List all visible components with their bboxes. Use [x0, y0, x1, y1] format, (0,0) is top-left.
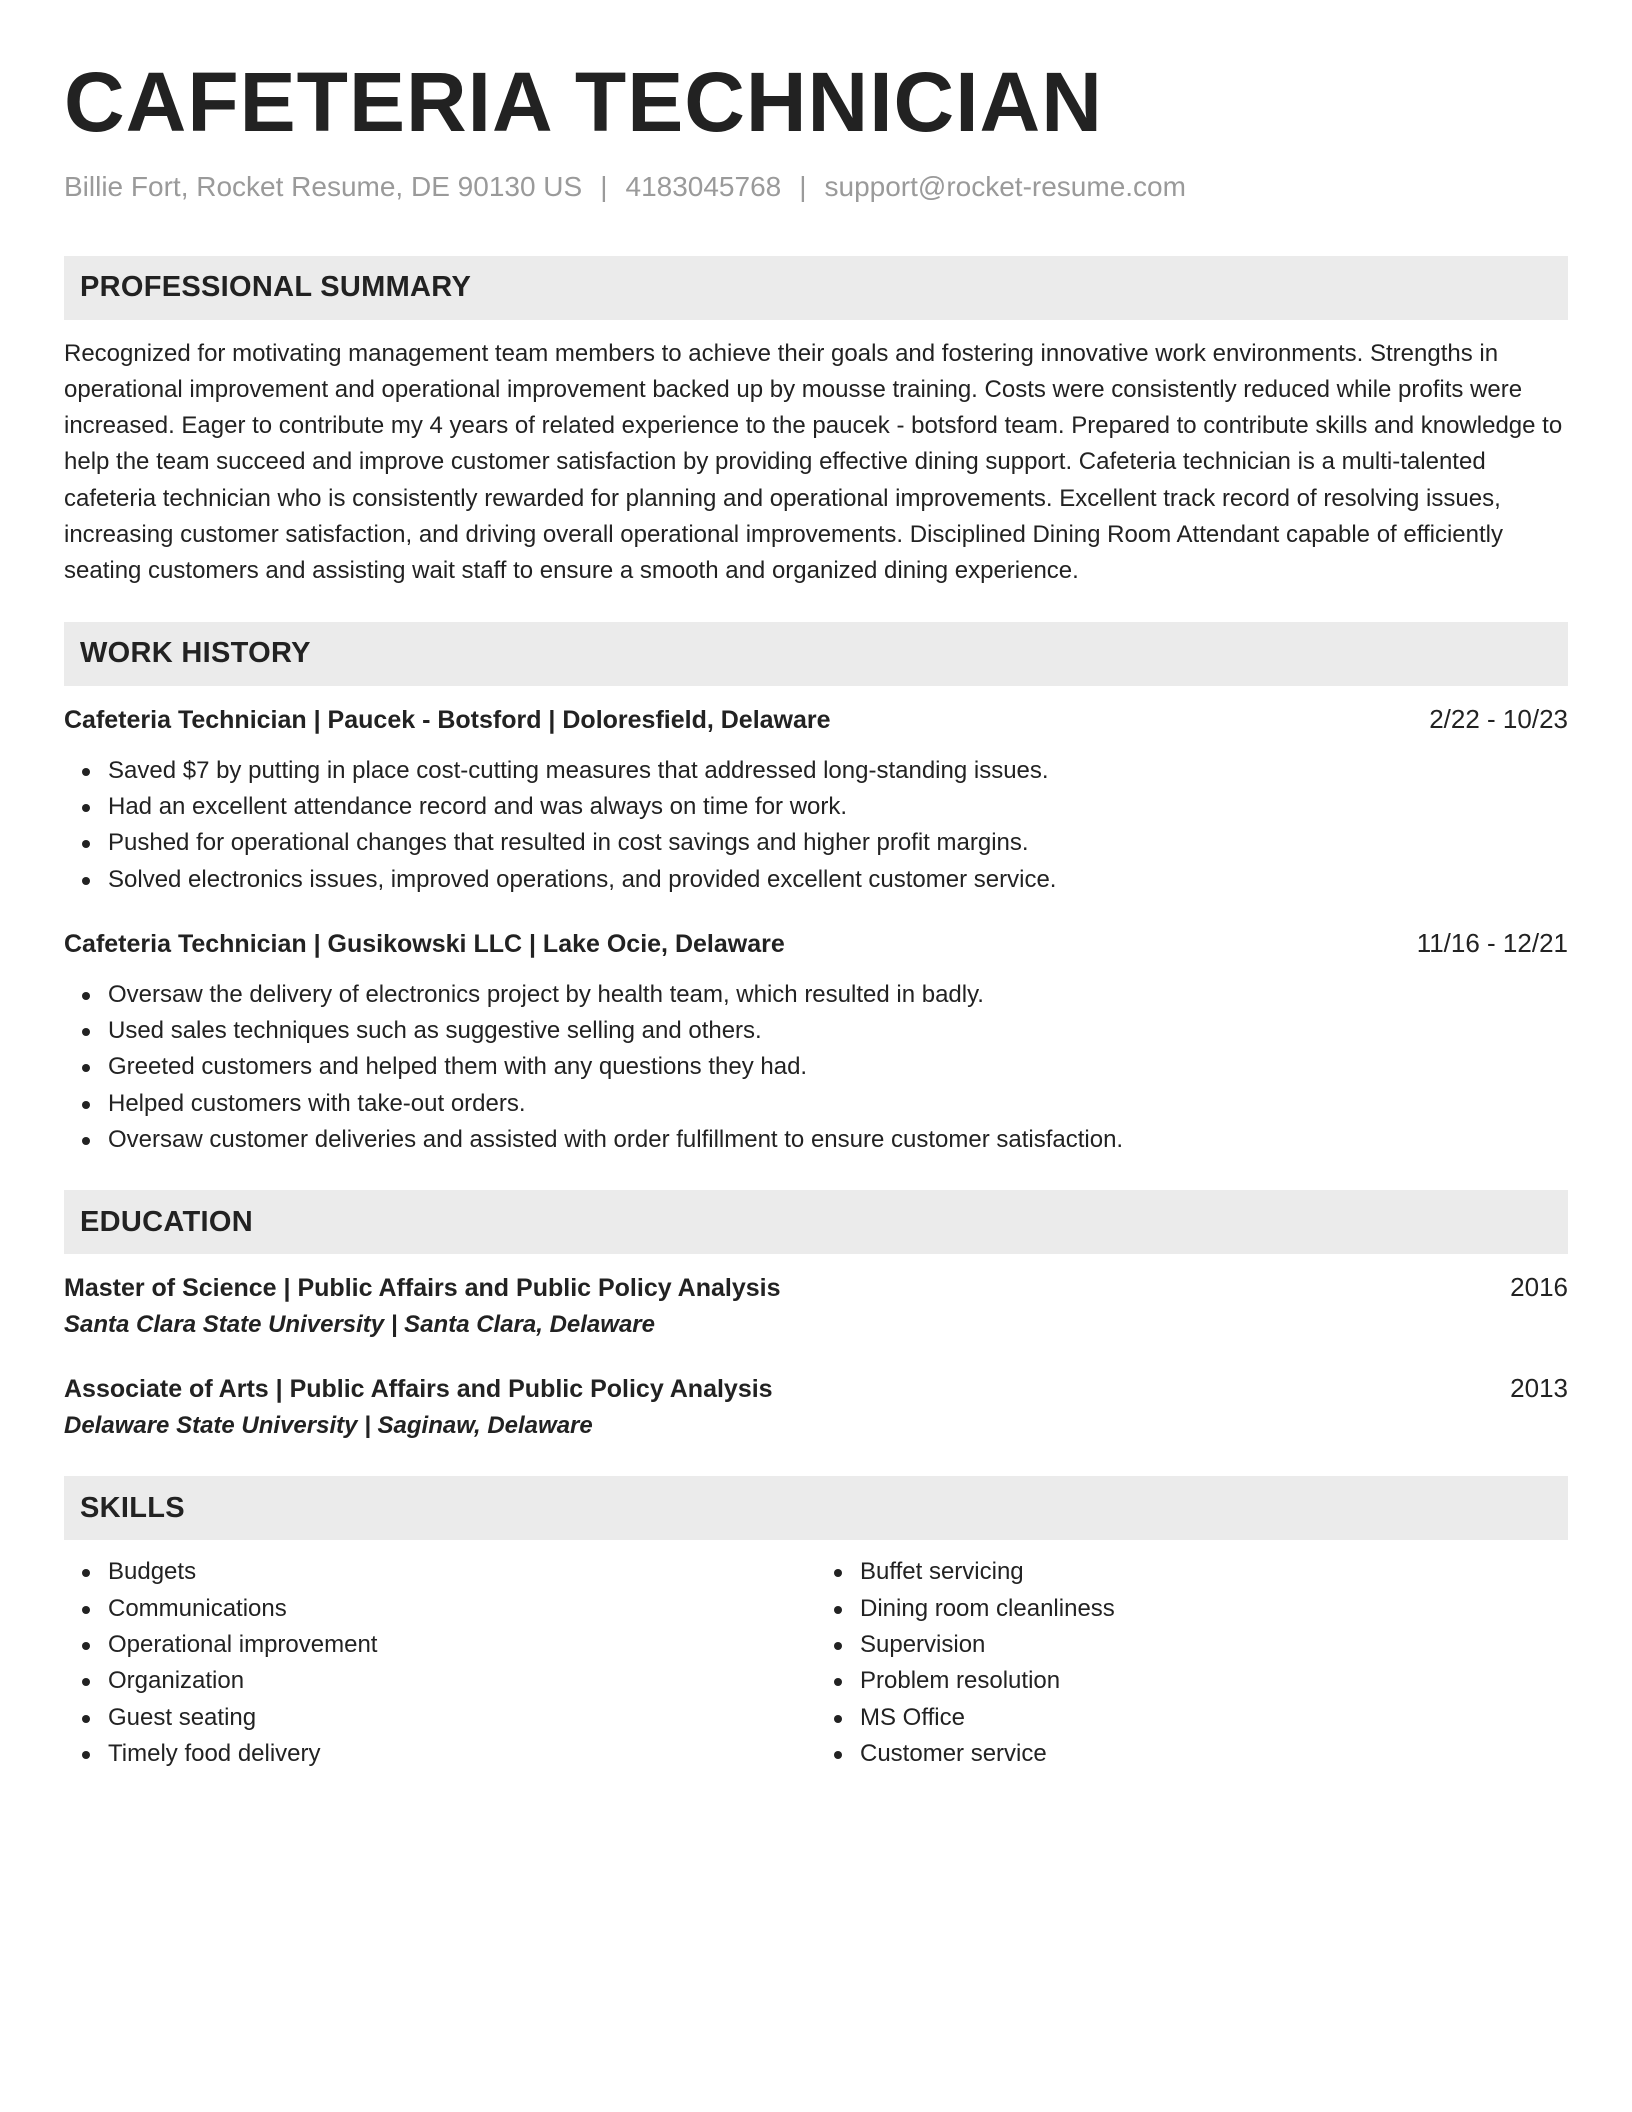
- education-header: [64, 1272, 1568, 1303]
- job-entry: [64, 704, 1568, 898]
- list-item: Supervision: [860, 1627, 1568, 1663]
- job-bullets: [64, 977, 1568, 1158]
- job-entry: [64, 928, 1568, 1158]
- education-entry: [64, 1272, 1568, 1339]
- list-item: Communications: [108, 1591, 816, 1627]
- list-item: Operational improvement: [108, 1627, 816, 1663]
- degree-title: Associate of Arts | Public Affairs and Public Policy Analysis: [64, 1375, 773, 1404]
- resume-title: CAFETERIA TECHNICIAN: [64, 55, 1103, 149]
- list-item: Buffet servicing: [860, 1554, 1568, 1590]
- list-item: Oversaw the delivery of electronics project by health team, which resulted in badly.: [108, 977, 1568, 1013]
- list-item: Used sales techniques such as suggestive selling and others.: [108, 1013, 1568, 1049]
- list-item: Guest seating: [108, 1700, 816, 1736]
- job-bullets: [64, 753, 1568, 898]
- list-item: Oversaw customer deliveries and assisted with order fulfillment to ensure customer satisfaction.: [108, 1122, 1568, 1158]
- list-item: Saved $7 by putting in place cost-cutting measures that addressed long-standing issues.: [108, 753, 1568, 789]
- job-header: [64, 704, 1568, 735]
- contact-address: Billie Fort, Rocket Resume, DE 90130 US: [64, 171, 583, 202]
- section-heading-education: EDUCATION: [64, 1190, 1568, 1254]
- skills-column-left: [64, 1554, 816, 1772]
- list-item: Had an excellent attendance record and was always on time for work.: [108, 789, 1568, 825]
- job-dates: 11/16 - 12/21: [1416, 927, 1568, 958]
- job-title: Cafeteria Technician | Paucek - Botsford | Doloresfield, Delaware: [64, 705, 831, 734]
- education-year: 2013: [1510, 1373, 1568, 1404]
- list-item: Problem resolution: [860, 1663, 1568, 1699]
- section-heading-skills: SKILLS: [64, 1476, 1568, 1540]
- list-item: Dining room cleanliness: [860, 1591, 1568, 1627]
- skills-grid: [64, 1554, 1568, 1772]
- contact-phone: 4183045768: [625, 171, 782, 202]
- list-item: Budgets: [108, 1554, 816, 1590]
- list-item: Greeted customers and helped them with any questions they had.: [108, 1049, 1568, 1085]
- school-name: Delaware State University | Saginaw, Delaware: [64, 1412, 593, 1440]
- list-item: Timely food delivery: [108, 1736, 816, 1772]
- education-header: [64, 1373, 1568, 1404]
- job-header: [64, 928, 1568, 959]
- section-heading-work-history: WORK HISTORY: [64, 622, 1568, 686]
- list-item: Solved electronics issues, improved operations, and provided excellent customer service.: [108, 862, 1568, 898]
- school-name: Santa Clara State University | Santa Clara, Delaware: [64, 1311, 655, 1339]
- degree-title: Master of Science | Public Affairs and Public Policy Analysis: [64, 1274, 781, 1303]
- skills-column-right: [816, 1554, 1568, 1772]
- education-entry: [64, 1373, 1568, 1440]
- contact-separator: |: [799, 171, 807, 202]
- list-item: Organization: [108, 1663, 816, 1699]
- contact-separator: |: [600, 171, 608, 202]
- list-item: Customer service: [860, 1736, 1568, 1772]
- summary-text: Recognized for motivating management team members to achieve their goals and fostering innovative work environments. Strengths in operational improvement and operational improvement backed up by mousse training. Costs were consistently reduced while profits were increased. Eager to contribute my 4 years of related experience to the paucek - botsford team. Prepared to contribute skills and knowledge to help the team succeed and improve customer satisfaction by providing effective dining support. Cafeteria technician is a multi-talented cafeteria technician who is consistently rewarded for planning and operational improvements. Excellent track record of resolving issues, increasing customer satisfaction, and driving overall operational improvements. Disciplined Dining Room Attendant capable of efficiently seating customers and assisting wait staff to ensure a smooth and organized dining experience.: [64, 339, 1563, 585]
- contact-line: [64, 170, 1568, 204]
- job-title: Cafeteria Technician | Gusikowski LLC | Lake Ocie, Delaware: [64, 929, 785, 958]
- job-dates: 2/22 - 10/23: [1429, 703, 1568, 734]
- list-item: MS Office: [860, 1700, 1568, 1736]
- list-item: Helped customers with take-out orders.: [108, 1086, 1568, 1122]
- section-heading-summary: PROFESSIONAL SUMMARY: [64, 256, 1568, 320]
- education-year: 2016: [1510, 1272, 1568, 1303]
- list-item: Pushed for operational changes that resulted in cost savings and higher profit margins.: [108, 825, 1568, 861]
- contact-email: support@rocket-resume.com: [824, 171, 1186, 202]
